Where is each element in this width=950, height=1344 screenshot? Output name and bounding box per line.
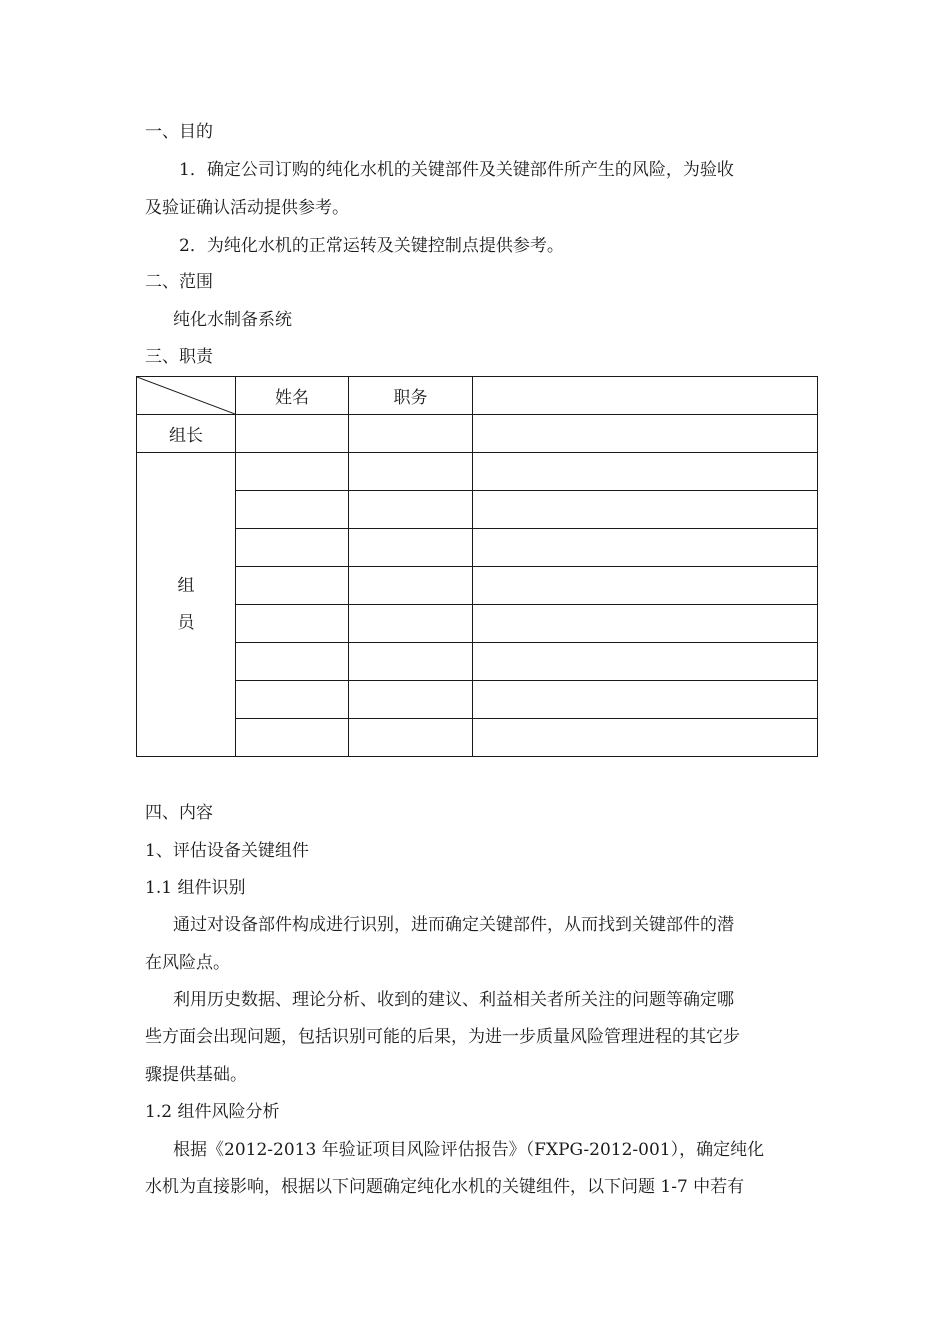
table-row-member — [137, 719, 818, 757]
table-row-leader — [137, 415, 818, 453]
row-label-members — [137, 453, 236, 757]
column-header-blank — [473, 377, 818, 415]
table-row-member — [137, 453, 818, 491]
members-label-char-2: 员 — [177, 612, 195, 633]
table-cell — [236, 643, 349, 681]
table-cell — [236, 681, 349, 719]
table-cell — [349, 605, 473, 643]
purpose-item-2: 2．为纯化水机的正常运转及关键控制点提供参考。 — [179, 236, 564, 256]
paragraph-1-line-1: 通过对设备部件构成进行识别，进而确定关键部件，从而找到关键部件的潜 — [173, 915, 734, 935]
table-cell — [236, 719, 349, 757]
table-header-row — [137, 377, 818, 415]
table-cell — [349, 643, 473, 681]
column-header-duty: 职务 — [349, 377, 473, 415]
paragraph-3-line-1: 根据《2012-2013 年验证项目风险评估报告》（FXPG-2012-001），确定纯化 — [173, 1140, 765, 1160]
table-cell — [349, 415, 473, 453]
table-cell — [473, 681, 818, 719]
table-cell — [473, 643, 818, 681]
scope-body: 纯化水制备系统 — [173, 310, 292, 330]
table-cell — [473, 719, 818, 757]
purpose-item-1-line-2: 及验证确认活动提供参考。 — [145, 198, 349, 218]
responsibility-table — [136, 376, 818, 757]
section-heading-responsibilities: 三、职责 — [145, 347, 213, 367]
table-cell — [349, 567, 473, 605]
diagonal-header-cell — [137, 377, 236, 415]
paragraph-2-line-1: 利用历史数据、理论分析、收到的建议、利益相关者所关注的问题等确定哪 — [173, 990, 734, 1010]
purpose-item-1-line-1: 1．确定公司订购的纯化水机的关键部件及关键部件所产生的风险，为验收 — [179, 160, 734, 180]
table-cell — [473, 415, 818, 453]
table-cell — [236, 605, 349, 643]
table-row-member — [137, 643, 818, 681]
table-cell — [473, 567, 818, 605]
table-row-member — [137, 681, 818, 719]
table-row-member — [137, 605, 818, 643]
table-cell — [473, 491, 818, 529]
subheading-key-components: 1、评估设备关键组件 — [145, 841, 309, 861]
table-cell — [236, 567, 349, 605]
row-label-leader: 组长 — [137, 415, 236, 453]
table-cell — [236, 529, 349, 567]
column-header-name: 姓名 — [236, 377, 349, 415]
section-heading-content: 四、内容 — [145, 803, 213, 823]
table-cell — [236, 415, 349, 453]
table-cell — [236, 453, 349, 491]
paragraph-1-line-2: 在风险点。 — [145, 953, 230, 973]
table-row-member — [137, 567, 818, 605]
paragraph-3-line-2: 水机为直接影响，根据以下问题确定纯化水机的关键组件，以下问题 1-7 中若有 — [145, 1177, 745, 1197]
table-cell — [473, 453, 818, 491]
section-heading-purpose: 一、目的 — [145, 122, 213, 142]
table-cell — [349, 719, 473, 757]
table-cell — [236, 491, 349, 529]
table-row-member — [137, 529, 818, 567]
subheading-component-risk-analysis: 1.2 组件风险分析 — [145, 1102, 280, 1122]
table-row-member — [137, 491, 818, 529]
table-cell — [473, 529, 818, 567]
members-label-char-1: 组 — [177, 575, 195, 596]
table-cell — [349, 491, 473, 529]
table-cell — [349, 453, 473, 491]
table-cell — [473, 605, 818, 643]
paragraph-2-line-3: 骤提供基础。 — [145, 1065, 247, 1085]
table-cell — [349, 681, 473, 719]
subheading-component-identification: 1.1 组件识别 — [145, 878, 246, 898]
section-heading-scope: 二、范围 — [145, 272, 213, 292]
table-cell — [349, 529, 473, 567]
paragraph-2-line-2: 些方面会出现问题，包括识别可能的后果，为进一步质量风险管理进程的其它步 — [145, 1027, 740, 1047]
